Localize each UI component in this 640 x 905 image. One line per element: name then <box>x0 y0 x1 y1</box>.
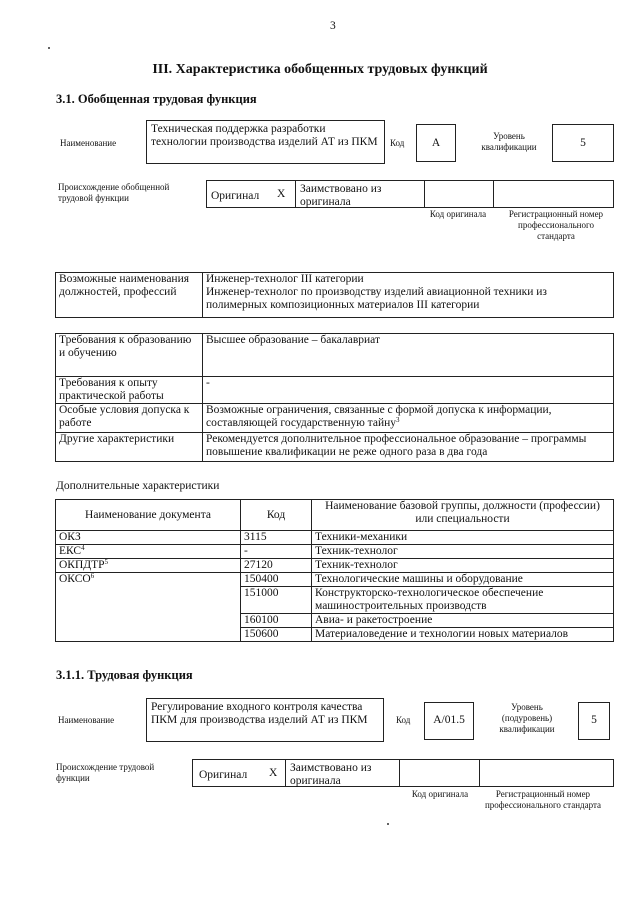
row-doc-text: ОКСО <box>59 573 91 585</box>
row-name: Техник-технолог <box>312 559 614 573</box>
row-code: 3115 <box>241 531 312 545</box>
table-row <box>56 573 614 587</box>
row-code: 151000 <box>241 587 312 614</box>
origin1-original-mark: X <box>277 188 286 200</box>
gtf-code-value: А <box>416 124 456 162</box>
origin2-table <box>192 759 614 787</box>
page-number: 3 <box>330 20 336 32</box>
positions-value-line1: Инженер-технолог III категории <box>206 273 364 285</box>
positions-table <box>55 272 614 318</box>
gtf-name-value: Техническая поддержка разработки технологии производства изделий АТ из ПКМ <box>146 120 385 164</box>
req-other-label: Другие характеристики <box>56 433 203 462</box>
row-code: 160100 <box>241 614 312 628</box>
row-name: Авиа- и ракетостроение <box>312 614 614 628</box>
req-education-label: Требования к образованию и обучению <box>56 334 203 377</box>
gtf-code-label: Код <box>390 138 405 148</box>
origin1-label: Происхождение обобщенной трудовой функции <box>58 182 170 203</box>
origin2-code-caption: Код оригинала <box>411 789 469 799</box>
origin1-reg-caption: Регистрационный номер профессионального стандарта <box>508 209 604 241</box>
tf-heading: 3.1.1. Трудовая функция <box>56 668 193 682</box>
gtf-level-value: 5 <box>552 124 614 162</box>
origin1-table <box>206 180 614 208</box>
row-code: 150400 <box>241 573 312 587</box>
tf-level-value: 5 <box>578 702 610 740</box>
footnote-5: 5 <box>104 558 109 566</box>
origin2-original-mark: X <box>269 767 278 779</box>
row-doc-text: ЕКС <box>59 545 82 557</box>
row-name: Конструкторско-технологическое обеспечение машиностроительных производств <box>312 587 614 614</box>
col-code-header: Код <box>241 500 312 531</box>
row-name: Техники-механики <box>312 531 614 545</box>
col-name-header: Наименование базовой группы, должности (профессии) или специальности <box>312 500 614 531</box>
origin2-reg-caption: Регистрационный номер профессионального стандарта <box>484 789 602 810</box>
row-doc <box>56 573 241 642</box>
row-name: Техник-технолог <box>312 545 614 559</box>
section-title: III. Характеристика обобщенных трудовых функций <box>152 62 488 77</box>
scan-dot <box>387 823 389 825</box>
row-doc <box>56 531 241 545</box>
additional-heading: Дополнительные характеристики <box>56 480 220 492</box>
row-doc-text: ОКЗ <box>59 531 81 543</box>
req-experience-value: - <box>203 377 614 404</box>
footnote-3: 3 <box>396 416 400 424</box>
col-doc-header: Наименование документа <box>56 500 241 531</box>
row-doc <box>56 559 241 573</box>
req-conditions-text: Возможные ограничения, связанные с формой допуска к информации, составляющей государственную тайну <box>206 404 552 429</box>
req-experience-label: Требования к опыту практической работы <box>56 377 203 404</box>
origin2-borrowed-label: Заимствовано из оригинала <box>290 762 372 787</box>
scan-dot <box>48 47 50 49</box>
tf-level-label: Уровень (подуровень) квалификации <box>499 702 555 734</box>
tf-code-label: Код <box>396 715 411 725</box>
req-other-value: Рекомендуется дополнительное профессиональное образование – программы повышение квалификации не реже одного раза в два года <box>203 433 614 462</box>
gtf-name-label: Наименование <box>60 138 117 148</box>
req-education-value: Высшее образование – бакалавриат <box>203 334 614 377</box>
row-name: Материаловедение и технологии новых материалов <box>312 628 614 642</box>
row-code: - <box>241 545 312 559</box>
row-doc <box>56 545 241 559</box>
gtf-heading: 3.1. Обобщенная трудовая функция <box>56 92 257 106</box>
gtf-level-label: Уровень квалификации <box>481 131 537 152</box>
row-code: 150600 <box>241 628 312 642</box>
origin1-code-caption: Код оригинала <box>429 209 487 219</box>
tf-name-label: Наименование <box>58 715 115 725</box>
table-row <box>56 559 614 573</box>
origin1-borrowed-label: Заимствовано из оригинала <box>300 183 382 208</box>
table-row <box>56 531 614 545</box>
positions-value <box>203 273 614 318</box>
row-doc-text: ОКПДТР <box>59 559 105 571</box>
origin2-original-label: Оригинал <box>199 769 248 781</box>
table-row <box>56 545 614 559</box>
positions-value-line2: Инженер-технолог по производству изделий авиационной техники из полимерных композиционных материалов III категории <box>206 286 547 311</box>
footnote-6: 6 <box>90 572 95 580</box>
additional-table <box>55 499 614 642</box>
row-name: Технологические машины и оборудование <box>312 573 614 587</box>
requirements-table <box>55 333 614 462</box>
row-code: 27120 <box>241 559 312 573</box>
tf-name-value: Регулирование входного контроля качества ПКМ для производства изделий АТ из ПКМ <box>146 698 384 742</box>
req-conditions-value <box>203 404 614 433</box>
origin2-label: Происхождение трудовой функции <box>56 762 155 783</box>
tf-code-value: А/01.5 <box>424 702 474 740</box>
footnote-4: 4 <box>81 544 85 552</box>
origin1-original-label: Оригинал <box>211 190 260 202</box>
req-conditions-label: Особые условия допуска к работе <box>56 404 203 433</box>
positions-label: Возможные наименования должностей, профессий <box>56 273 203 318</box>
